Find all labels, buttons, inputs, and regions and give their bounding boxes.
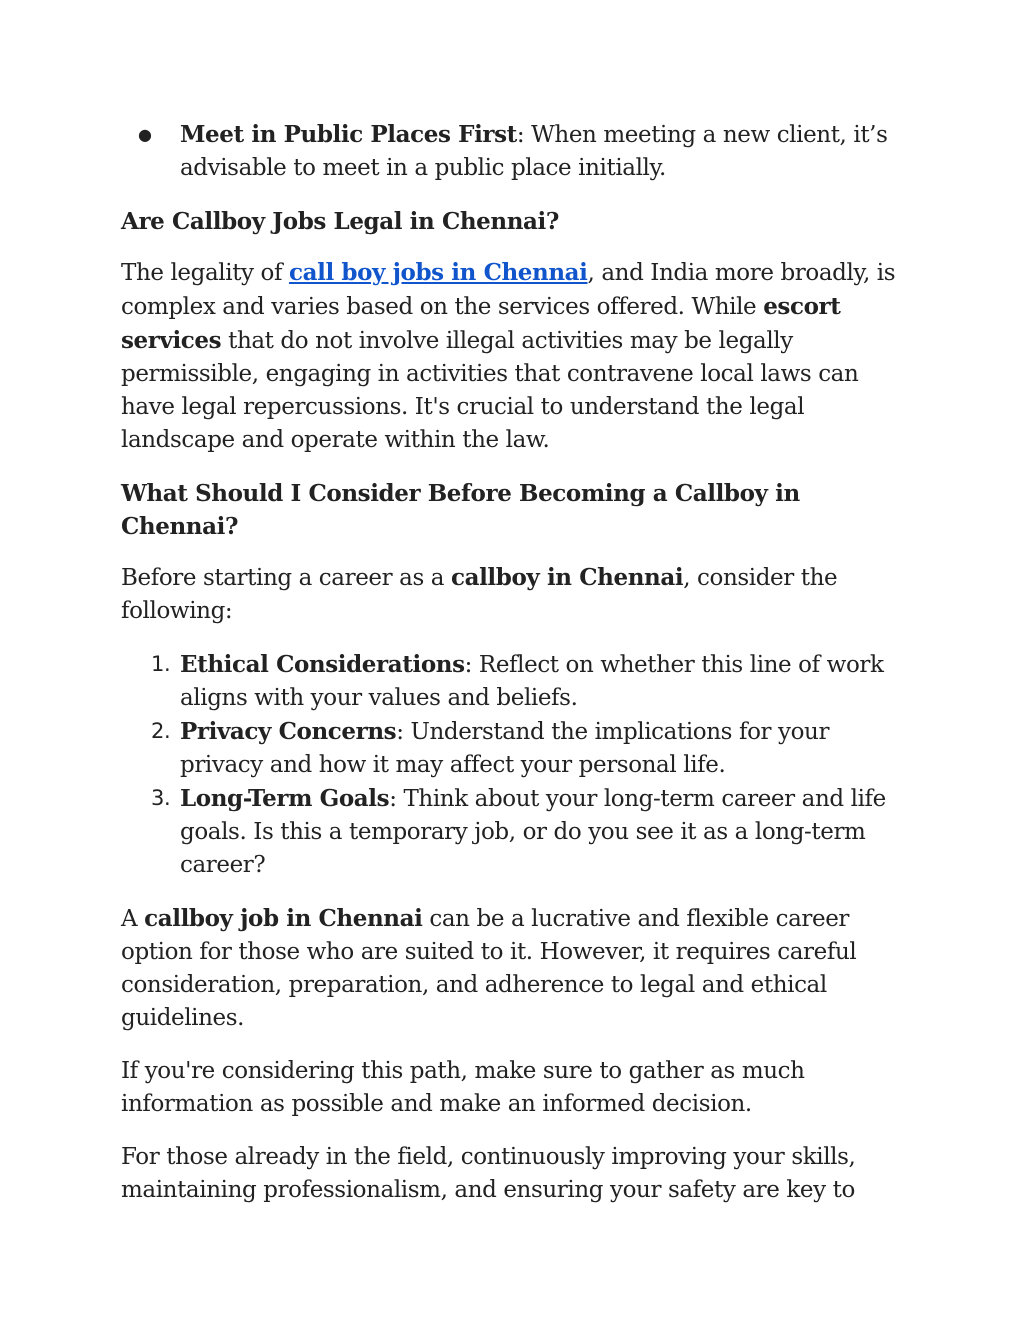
paragraph-text: , and India more broadly, is complex and varies based on the services offered. While: [121, 260, 896, 320]
paragraph-intro: [121, 561, 911, 628]
item-separator: :: [464, 652, 472, 678]
paragraph-text: A: [121, 906, 145, 932]
item-text: Think about your long-term career and life goals. Is this a temporary job, or do you see it as a long-term career?: [180, 786, 886, 878]
item-text: Understand the implications for your privacy and how it may affect your personal life.: [180, 719, 830, 778]
document-page: [121, 118, 911, 1227]
list-item: [121, 118, 911, 185]
list-number: 3.: [151, 786, 171, 810]
list-item: [121, 648, 911, 715]
paragraph-closing-3: For those already in the field, continuously improving your skills, maintaining professionalism, and ensuring your safety are key to: [121, 1144, 856, 1203]
paragraph-closing-1: [121, 902, 911, 1035]
bullet-title: Meet in Public Places First: [180, 121, 517, 148]
paragraph-text: Before starting a career as a: [121, 565, 451, 591]
item-text: Reflect on whether this line of work aligns with your values and beliefs.: [180, 652, 884, 711]
paragraph-text: The legality of: [121, 260, 290, 286]
item-title: Privacy Concerns: [180, 718, 397, 745]
paragraph-text: that do not involve illegal activities may be legally permissible, engaging in activities that contravene local laws can have legal repercussions. It's crucial to understand the legal landscape and operate within the law.: [121, 328, 859, 453]
paragraph-legal: [121, 256, 911, 457]
callboy-jobs-link[interactable]: call boy jobs in Chennai: [289, 259, 588, 286]
bullet-text: When meeting a new client, it’s advisable to meet in a public place initially.: [180, 122, 888, 181]
bold-text: escort services: [121, 293, 841, 354]
numbered-list: [121, 648, 911, 882]
list-number: 1.: [151, 652, 171, 676]
heading-legal: Are Callboy Jobs Legal in Chennai?: [121, 208, 559, 235]
paragraph-text: , consider the following:: [121, 565, 838, 624]
list-number: 2.: [151, 719, 171, 743]
item-title: Ethical Considerations: [180, 651, 465, 678]
bold-text: callboy job in Chennai: [144, 905, 423, 932]
bullet-marker: ●: [138, 125, 152, 144]
list-item: [121, 715, 911, 782]
bullet-separator: :: [516, 122, 525, 148]
item-separator: :: [389, 786, 397, 812]
bold-text: callboy in Chennai: [450, 564, 684, 591]
item-separator: :: [396, 719, 404, 745]
paragraph-closing-2: If you're considering this path, make sure to gather as much information as possible and make an informed decision.: [121, 1058, 805, 1117]
item-title: Long-Term Goals: [180, 785, 390, 812]
bullet-list: [121, 118, 911, 185]
heading-consider: What Should I Consider Before Becoming a Callboy in Chennai?: [121, 480, 800, 540]
list-item: [121, 782, 911, 882]
paragraph-text: can be a lucrative and flexible career option for those who are suited to it. However, it requires careful consideration, preparation, and adherence to legal and ethical guidelines.: [121, 906, 857, 1031]
